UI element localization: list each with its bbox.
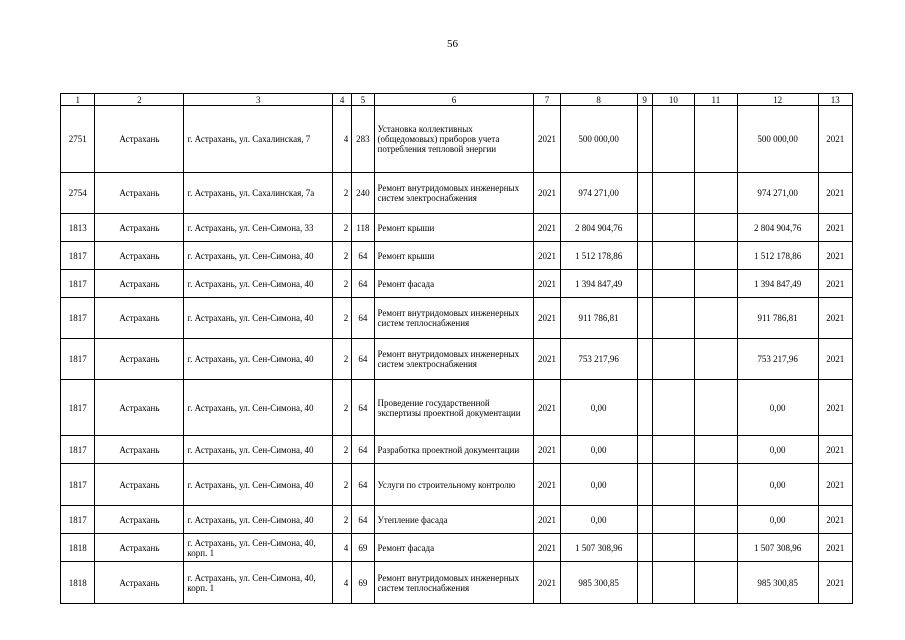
work-type-cell: Ремонт крыши xyxy=(374,242,534,270)
object-id-cell: 1817 xyxy=(61,380,95,436)
work-type-cell: Утепление фасада xyxy=(374,506,534,534)
cost-total-cell: 0,00 xyxy=(560,506,637,534)
municipality-cell: Астрахань xyxy=(95,534,184,562)
year-cell: 2021 xyxy=(534,339,560,380)
municipality-cell: Астрахань xyxy=(95,270,184,298)
address-cell: г. Астрахань, ул. Сен-Симона, 40 xyxy=(184,270,333,298)
work-type-cell: Ремонт внутридомовых инженерных систем электроснабжения xyxy=(374,339,534,380)
floors-cell: 2 xyxy=(333,436,352,464)
cost-fund-cell: 2 804 904,76 xyxy=(737,214,818,242)
object-id-cell: 1818 xyxy=(61,534,95,562)
table-row xyxy=(61,270,853,298)
object-id-cell: 1817 xyxy=(61,242,95,270)
municipality-cell: Астрахань xyxy=(95,242,184,270)
cost-total-cell: 0,00 xyxy=(560,380,637,436)
table-row xyxy=(61,214,853,242)
address-cell: г. Астрахань, ул. Сен-Симона, 40, корп. 1 xyxy=(184,562,333,604)
work-type-cell: Ремонт фасада xyxy=(374,534,534,562)
col-9-cell xyxy=(637,534,652,562)
end-year-cell: 2021 xyxy=(818,436,852,464)
cost-total-cell: 0,00 xyxy=(560,464,637,506)
address-cell: г. Астрахань, ул. Сен-Симона, 40 xyxy=(184,380,333,436)
col-9-cell xyxy=(637,339,652,380)
col-10-cell xyxy=(652,214,694,242)
floors-cell: 4 xyxy=(333,562,352,604)
work-type-cell: Установка коллективных (общедомовых) приборов учета потребления тепловой энергии xyxy=(374,106,534,173)
year-cell: 2021 xyxy=(534,242,560,270)
column-header: 10 xyxy=(652,94,694,106)
work-type-cell: Разработка проектной документации xyxy=(374,436,534,464)
object-id-cell: 1817 xyxy=(61,436,95,464)
col-10-cell xyxy=(652,173,694,214)
table-row xyxy=(61,464,853,506)
col-10-cell xyxy=(652,298,694,339)
cost-total-cell: 974 271,00 xyxy=(560,173,637,214)
table-row xyxy=(61,106,853,173)
floors-cell: 2 xyxy=(333,339,352,380)
municipality-cell: Астрахань xyxy=(95,214,184,242)
table-row xyxy=(61,436,853,464)
col-11-cell xyxy=(695,106,737,173)
municipality-cell: Астрахань xyxy=(95,298,184,339)
address-cell: г. Астрахань, ул. Сахалинская, 7а xyxy=(184,173,333,214)
end-year-cell: 2021 xyxy=(818,298,852,339)
col-10-cell xyxy=(652,506,694,534)
object-id-cell: 1813 xyxy=(61,214,95,242)
col-10-cell xyxy=(652,242,694,270)
address-cell: г. Астрахань, ул. Сахалинская, 7 xyxy=(184,106,333,173)
end-year-cell: 2021 xyxy=(818,464,852,506)
col-11-cell xyxy=(695,242,737,270)
col-11-cell xyxy=(695,214,737,242)
cost-fund-cell: 0,00 xyxy=(737,380,818,436)
work-type-cell: Услуги по строительному контролю xyxy=(374,464,534,506)
cost-total-cell: 2 804 904,76 xyxy=(560,214,637,242)
object-id-cell: 1818 xyxy=(61,562,95,604)
municipality-cell: Астрахань xyxy=(95,562,184,604)
cost-fund-cell: 0,00 xyxy=(737,464,818,506)
apartments-cell: 64 xyxy=(352,242,374,270)
column-header: 11 xyxy=(695,94,737,106)
column-header: 13 xyxy=(818,94,852,106)
municipality-cell: Астрахань xyxy=(95,339,184,380)
column-number-row xyxy=(61,94,853,106)
cost-fund-cell: 974 271,00 xyxy=(737,173,818,214)
cost-total-cell: 985 300,85 xyxy=(560,562,637,604)
object-id-cell: 2751 xyxy=(61,106,95,173)
municipality-cell: Астрахань xyxy=(95,173,184,214)
work-type-cell: Ремонт крыши xyxy=(374,214,534,242)
column-header: 12 xyxy=(737,94,818,106)
column-header: 7 xyxy=(534,94,560,106)
col-9-cell xyxy=(637,436,652,464)
end-year-cell: 2021 xyxy=(818,270,852,298)
col-11-cell xyxy=(695,436,737,464)
address-cell: г. Астрахань, ул. Сен-Симона, 33 xyxy=(184,214,333,242)
floors-cell: 2 xyxy=(333,270,352,298)
year-cell: 2021 xyxy=(534,106,560,173)
cost-fund-cell: 1 394 847,49 xyxy=(737,270,818,298)
municipality-cell: Астрахань xyxy=(95,106,184,173)
col-10-cell xyxy=(652,270,694,298)
apartments-cell: 64 xyxy=(352,380,374,436)
column-header: 5 xyxy=(352,94,374,106)
col-10-cell xyxy=(652,534,694,562)
address-cell: г. Астрахань, ул. Сен-Симона, 40 xyxy=(184,464,333,506)
address-cell: г. Астрахань, ул. Сен-Симона, 40, корп. 1 xyxy=(184,534,333,562)
col-10-cell xyxy=(652,562,694,604)
cost-fund-cell: 0,00 xyxy=(737,506,818,534)
col-11-cell xyxy=(695,534,737,562)
address-cell: г. Астрахань, ул. Сен-Симона, 40 xyxy=(184,298,333,339)
cost-fund-cell: 1 507 308,96 xyxy=(737,534,818,562)
col-9-cell xyxy=(637,242,652,270)
cost-total-cell: 1 512 178,86 xyxy=(560,242,637,270)
col-9-cell xyxy=(637,464,652,506)
end-year-cell: 2021 xyxy=(818,380,852,436)
year-cell: 2021 xyxy=(534,506,560,534)
year-cell: 2021 xyxy=(534,270,560,298)
work-type-cell: Ремонт фасада xyxy=(374,270,534,298)
col-9-cell xyxy=(637,214,652,242)
table-row xyxy=(61,380,853,436)
apartments-cell: 64 xyxy=(352,436,374,464)
apartments-cell: 240 xyxy=(352,173,374,214)
cost-fund-cell: 0,00 xyxy=(737,436,818,464)
col-9-cell xyxy=(637,506,652,534)
end-year-cell: 2021 xyxy=(818,214,852,242)
col-9-cell xyxy=(637,562,652,604)
column-header: 8 xyxy=(560,94,637,106)
year-cell: 2021 xyxy=(534,173,560,214)
cost-fund-cell: 911 786,81 xyxy=(737,298,818,339)
col-10-cell xyxy=(652,106,694,173)
municipality-cell: Астрахань xyxy=(95,380,184,436)
apartments-cell: 64 xyxy=(352,339,374,380)
end-year-cell: 2021 xyxy=(818,173,852,214)
col-11-cell xyxy=(695,298,737,339)
work-type-cell: Проведение государственной экспертизы проектной документации xyxy=(374,380,534,436)
col-10-cell xyxy=(652,436,694,464)
object-id-cell: 1817 xyxy=(61,506,95,534)
table-row xyxy=(61,298,853,339)
cost-total-cell: 911 786,81 xyxy=(560,298,637,339)
object-id-cell: 1817 xyxy=(61,298,95,339)
year-cell: 2021 xyxy=(534,380,560,436)
col-9-cell xyxy=(637,173,652,214)
page-number: 56 xyxy=(447,38,458,50)
col-11-cell xyxy=(695,380,737,436)
object-id-cell: 1817 xyxy=(61,339,95,380)
municipality-cell: Астрахань xyxy=(95,464,184,506)
column-header: 1 xyxy=(61,94,95,106)
table-body xyxy=(61,106,853,604)
apartments-cell: 64 xyxy=(352,270,374,298)
apartments-cell: 283 xyxy=(352,106,374,173)
cost-total-cell: 1 507 308,96 xyxy=(560,534,637,562)
end-year-cell: 2021 xyxy=(818,242,852,270)
col-11-cell xyxy=(695,339,737,380)
table-row xyxy=(61,242,853,270)
col-10-cell xyxy=(652,464,694,506)
object-id-cell: 1817 xyxy=(61,464,95,506)
year-cell: 2021 xyxy=(534,534,560,562)
work-type-cell: Ремонт внутридомовых инженерных систем электроснабжения xyxy=(374,173,534,214)
col-9-cell xyxy=(637,298,652,339)
floors-cell: 4 xyxy=(333,106,352,173)
apartments-cell: 64 xyxy=(352,464,374,506)
column-header: 2 xyxy=(95,94,184,106)
column-header: 3 xyxy=(184,94,333,106)
cost-fund-cell: 1 512 178,86 xyxy=(737,242,818,270)
column-header: 9 xyxy=(637,94,652,106)
end-year-cell: 2021 xyxy=(818,339,852,380)
end-year-cell: 2021 xyxy=(818,106,852,173)
col-11-cell xyxy=(695,506,737,534)
col-11-cell xyxy=(695,562,737,604)
address-cell: г. Астрахань, ул. Сен-Симона, 40 xyxy=(184,242,333,270)
repair-schedule-table xyxy=(60,93,853,604)
floors-cell: 2 xyxy=(333,464,352,506)
year-cell: 2021 xyxy=(534,214,560,242)
col-9-cell xyxy=(637,106,652,173)
cost-total-cell: 0,00 xyxy=(560,436,637,464)
cost-total-cell: 500 000,00 xyxy=(560,106,637,173)
cost-total-cell: 1 394 847,49 xyxy=(560,270,637,298)
end-year-cell: 2021 xyxy=(818,534,852,562)
column-header: 4 xyxy=(333,94,352,106)
floors-cell: 2 xyxy=(333,298,352,339)
table-row xyxy=(61,534,853,562)
work-type-cell: Ремонт внутридомовых инженерных систем теплоснабжения xyxy=(374,562,534,604)
col-10-cell xyxy=(652,380,694,436)
end-year-cell: 2021 xyxy=(818,506,852,534)
address-cell: г. Астрахань, ул. Сен-Симона, 40 xyxy=(184,339,333,380)
year-cell: 2021 xyxy=(534,464,560,506)
address-cell: г. Астрахань, ул. Сен-Симона, 40 xyxy=(184,436,333,464)
cost-fund-cell: 500 000,00 xyxy=(737,106,818,173)
floors-cell: 2 xyxy=(333,173,352,214)
municipality-cell: Астрахань xyxy=(95,436,184,464)
apartments-cell: 118 xyxy=(352,214,374,242)
floors-cell: 4 xyxy=(333,534,352,562)
col-9-cell xyxy=(637,270,652,298)
object-id-cell: 1817 xyxy=(61,270,95,298)
table-row xyxy=(61,506,853,534)
table-row xyxy=(61,562,853,604)
cost-fund-cell: 985 300,85 xyxy=(737,562,818,604)
end-year-cell: 2021 xyxy=(818,562,852,604)
floors-cell: 2 xyxy=(333,506,352,534)
year-cell: 2021 xyxy=(534,562,560,604)
apartments-cell: 69 xyxy=(352,534,374,562)
address-cell: г. Астрахань, ул. Сен-Симона, 40 xyxy=(184,506,333,534)
municipality-cell: Астрахань xyxy=(95,506,184,534)
apartments-cell: 64 xyxy=(352,506,374,534)
work-type-cell: Ремонт внутридомовых инженерных систем теплоснабжения xyxy=(374,298,534,339)
cost-fund-cell: 753 217,96 xyxy=(737,339,818,380)
col-11-cell xyxy=(695,173,737,214)
table-row xyxy=(61,339,853,380)
year-cell: 2021 xyxy=(534,298,560,339)
col-11-cell xyxy=(695,270,737,298)
object-id-cell: 2754 xyxy=(61,173,95,214)
cost-total-cell: 753 217,96 xyxy=(560,339,637,380)
floors-cell: 2 xyxy=(333,380,352,436)
col-9-cell xyxy=(637,380,652,436)
floors-cell: 2 xyxy=(333,242,352,270)
apartments-cell: 69 xyxy=(352,562,374,604)
column-header: 6 xyxy=(374,94,534,106)
floors-cell: 2 xyxy=(333,214,352,242)
col-10-cell xyxy=(652,339,694,380)
table-row xyxy=(61,173,853,214)
col-11-cell xyxy=(695,464,737,506)
apartments-cell: 64 xyxy=(352,298,374,339)
year-cell: 2021 xyxy=(534,436,560,464)
